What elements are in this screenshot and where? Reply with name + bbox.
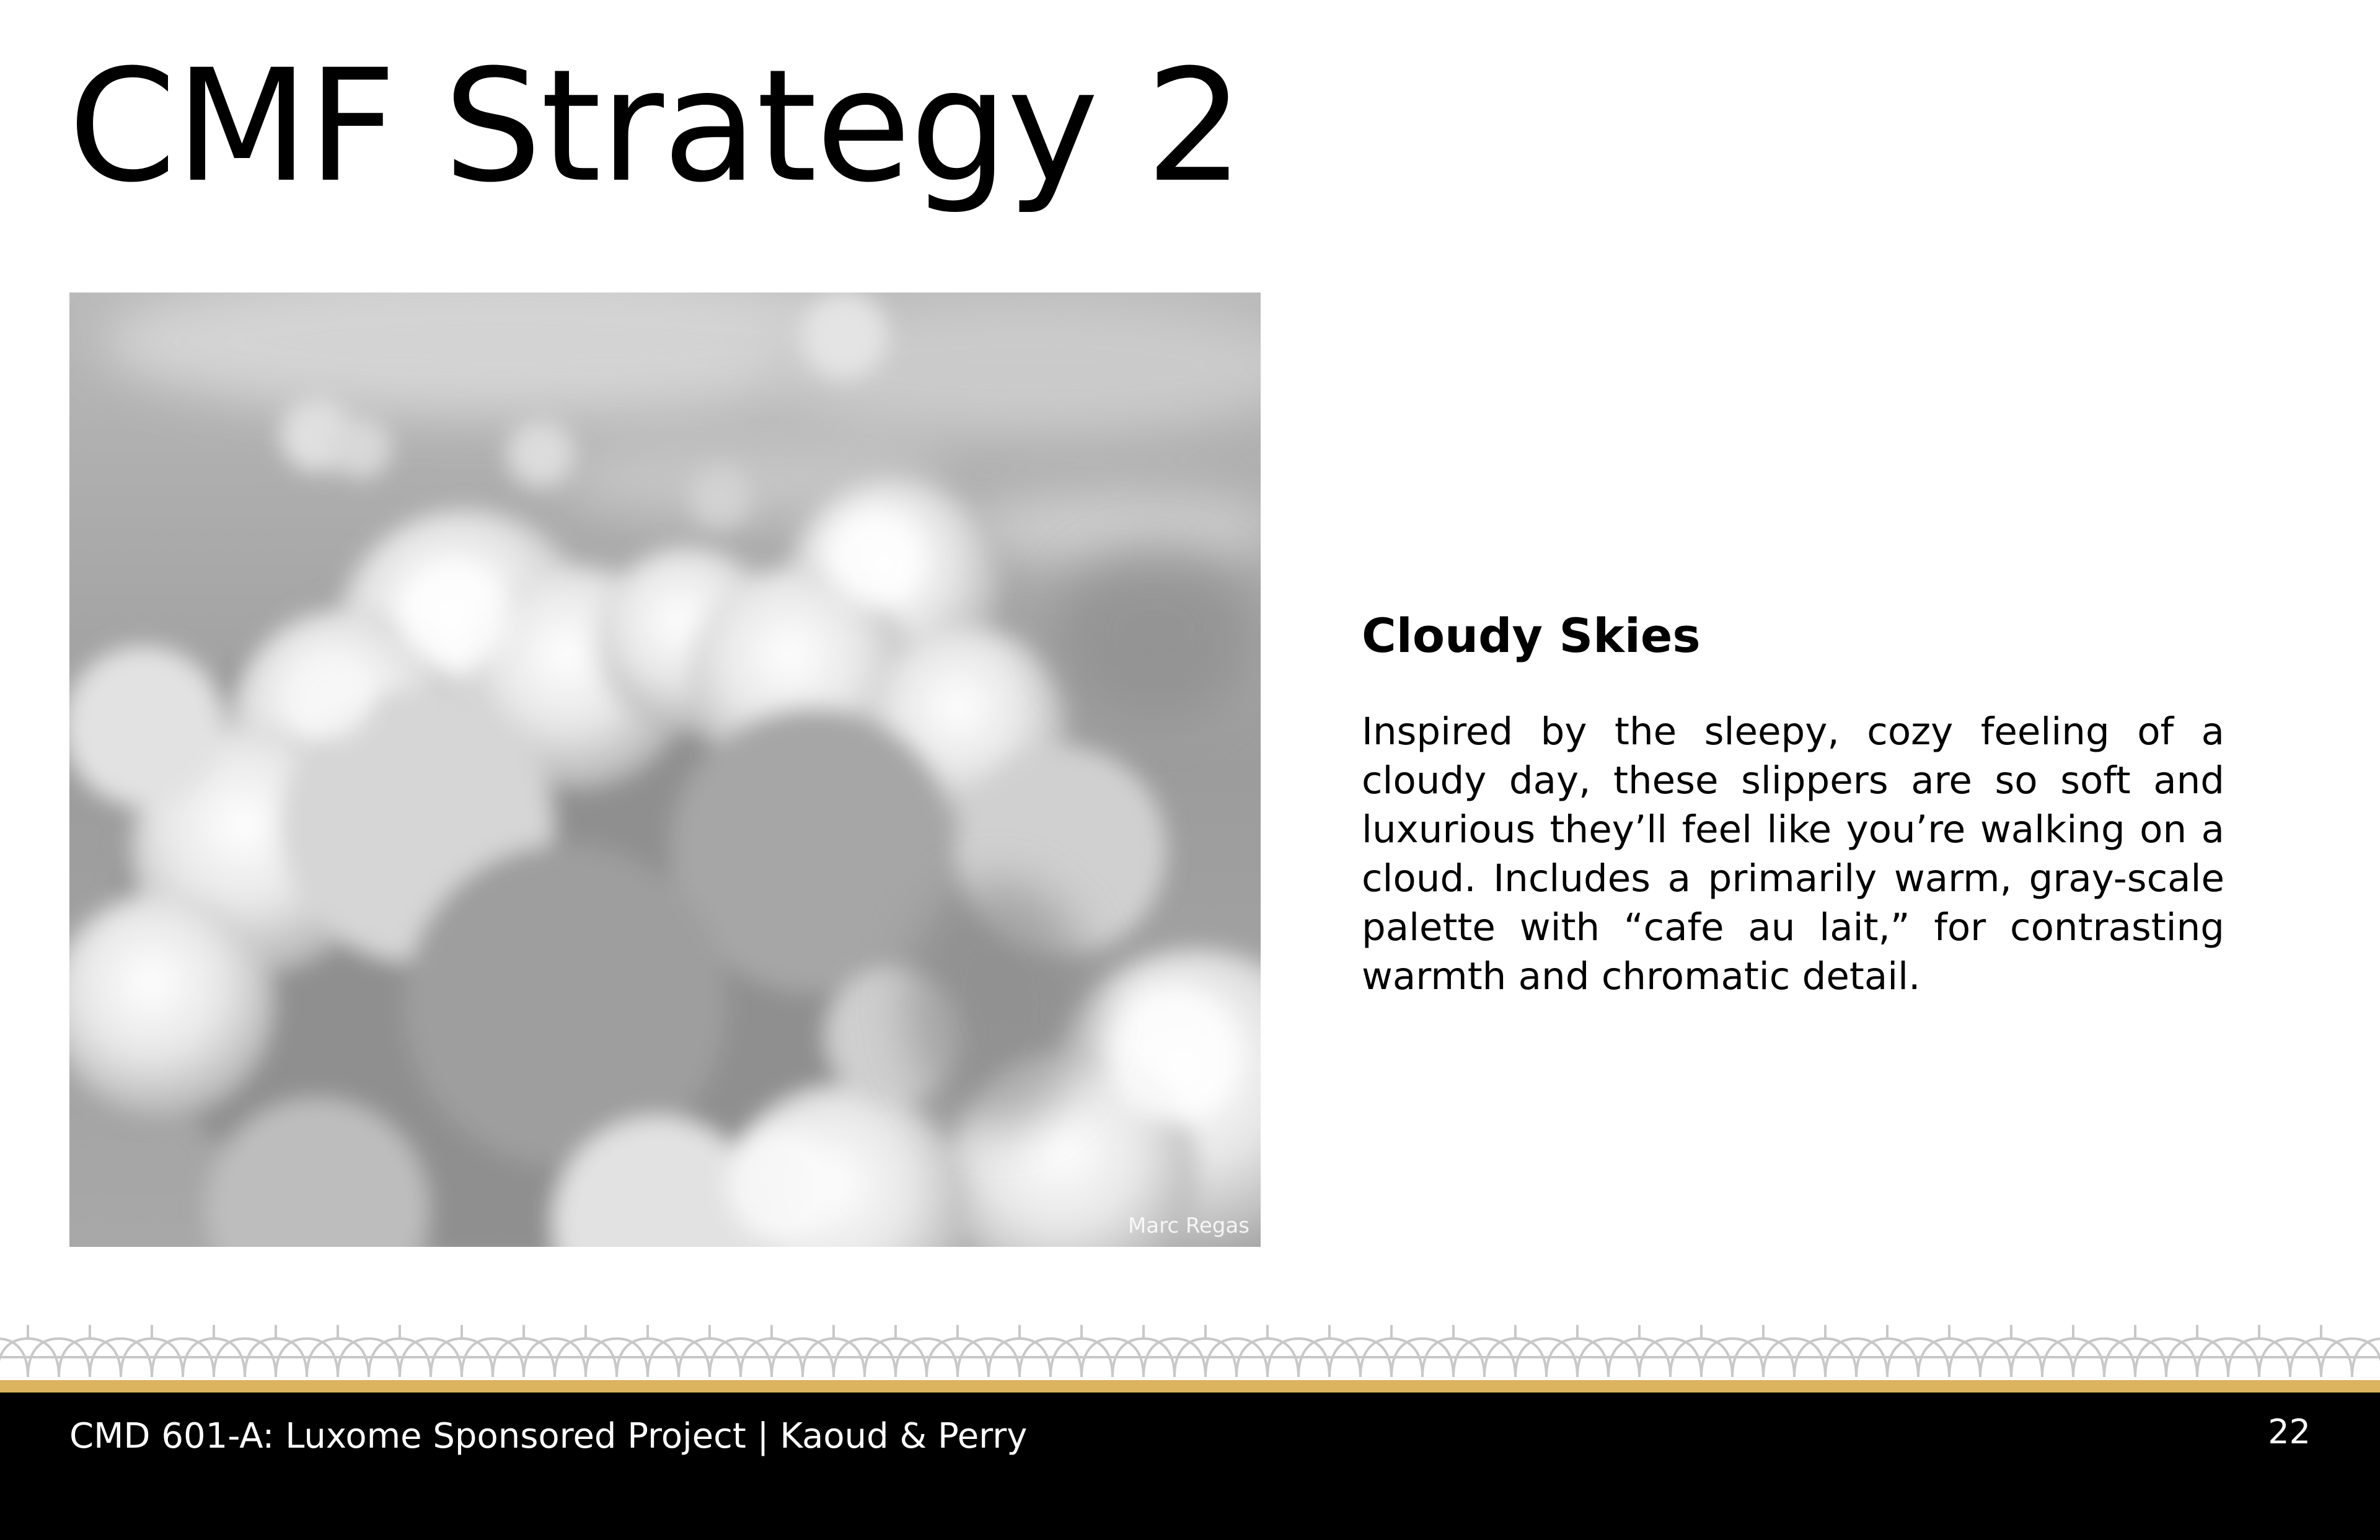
content-panel [1362,607,2224,1001]
footer-bar [0,1393,2380,1540]
cloud-image-graphic [69,293,1261,1247]
cloud-photo [69,293,1261,1247]
body-paragraph: Inspired by the sleepy, cozy feeling of a cloudy day, these slippers are so soft and luxurious they’ll feel like you’re walking on a cloud. Includes a primarily warm, gray-scale palette with “cafe au lait,” for contrasting warmth and chromatic detail. [1362,710,2224,999]
footer-text: CMD 601-A: Luxome Sponsored Project | Kaoud & Perry [69,1416,1028,1456]
decorative-scallop-pattern [0,1320,2380,1382]
section-heading: Cloudy Skies [1362,608,1701,663]
slide-title: CMF Strategy 2 [68,36,1243,216]
gold-divider [0,1380,2380,1393]
photo-credit: Marc Regas [1127,1213,1250,1238]
page-number: 22 [2268,1412,2311,1451]
